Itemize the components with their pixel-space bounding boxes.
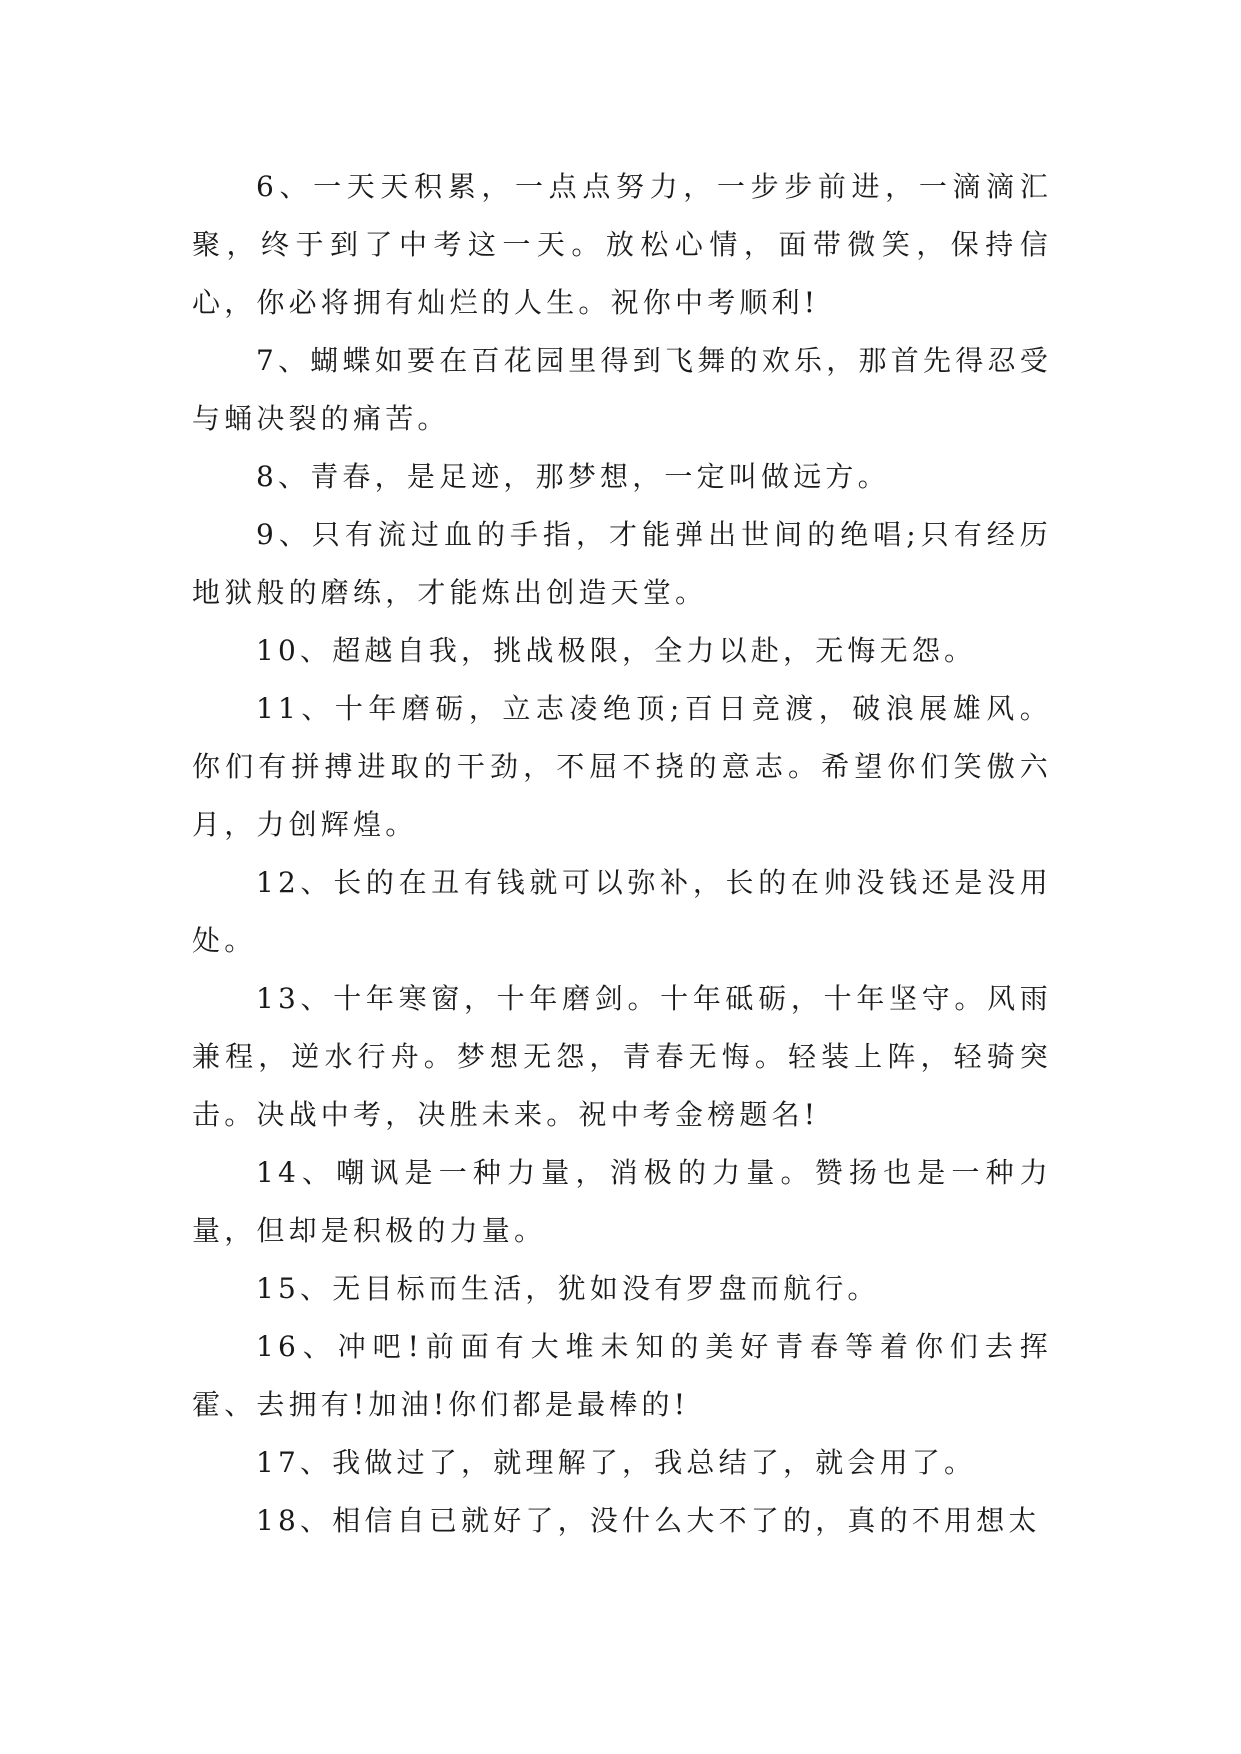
paragraph-6: 6、一天天积累，一点点努力，一步步前进，一滴滴汇聚，终于到了中考这一天。放松心情，面带微笑，保持信心，你必将拥有灿烂的人生。祝你中考顺利! — [192, 170, 1052, 319]
paragraph-11: 11、十年磨砺，立志凌绝顶;百日竞渡，破浪展雄风。你们有拼搏进取的干劲，不屈不挠的意志。希望你们笑傲六月，力创辉煌。 — [192, 692, 1052, 841]
paragraph-9: 9、只有流过血的手指，才能弹出世间的绝唱;只有经历地狱般的磨练，才能炼出创造天堂。 — [192, 518, 1052, 609]
paragraph-12: 12、长的在丑有钱就可以弥补，长的在帅没钱还是没用处。 — [192, 866, 1052, 957]
paragraph-8: 8、青春，是足迹，那梦想，一定叫做远方。 — [256, 460, 890, 493]
paragraph-10: 10、超越自我，挑战极限，全力以赴，无悔无怨。 — [256, 634, 977, 667]
paragraph-15: 15、无目标而生活，犹如没有罗盘而航行。 — [256, 1272, 880, 1305]
paragraph-16: 16、冲吧!前面有大堆未知的美好青春等着你们去挥霍、去拥有!加油!你们都是最棒的! — [192, 1330, 1052, 1421]
paragraph-18: 18、相信自已就好了，没什么大不了的，真的不用想太 — [256, 1504, 1041, 1537]
paragraph-14: 14、嘲讽是一种力量，消极的力量。赞扬也是一种力量，但却是积极的力量。 — [192, 1156, 1052, 1247]
document-body — [192, 158, 1052, 1550]
paragraph-13: 13、十年寒窗，十年磨剑。十年砥砺，十年坚守。风雨兼程，逆水行舟。梦想无怨，青春无悔。轻装上阵，轻骑突击。决战中考，决胜未来。祝中考金榜题名! — [192, 982, 1052, 1131]
paragraph-7: 7、蝴蝶如要在百花园里得到飞舞的欢乐，那首先得忍受与蛹决裂的痛苦。 — [192, 344, 1052, 435]
paragraph-17: 17、我做过了，就理解了，我总结了，就会用了。 — [256, 1446, 977, 1479]
